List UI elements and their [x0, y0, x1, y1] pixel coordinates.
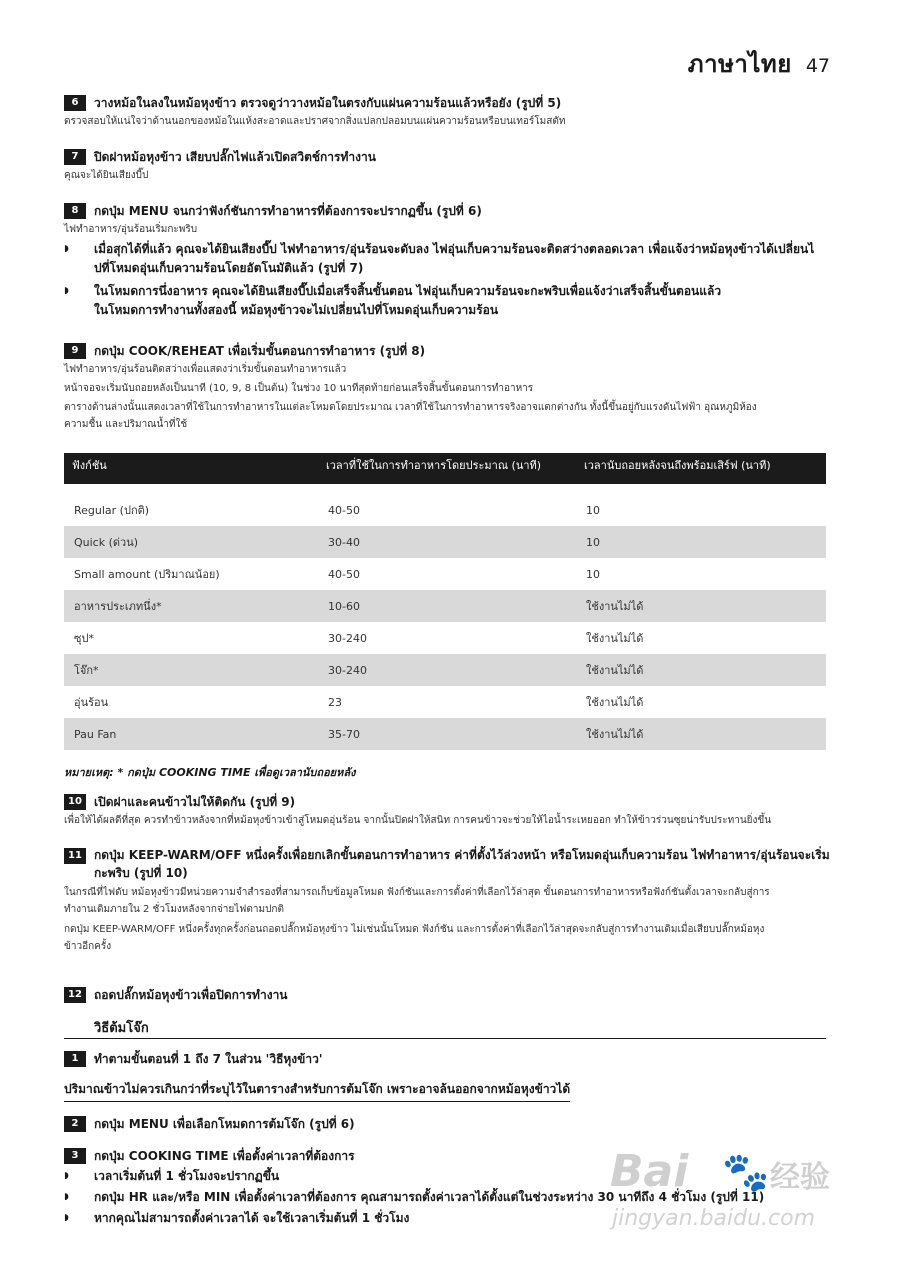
porridge-step-1	[64, 1049, 840, 1069]
porridge-step-2	[64, 1114, 840, 1134]
bullet-item	[64, 240, 840, 278]
step-note: หน้าจอจะเริ่มนับถอยหลังเป็นนาที (10, 9, 8 เป็นต้น) ในช่วง 10 นาทีสุดท้ายก่อนเสร็จสิ้นขั้นตอนการทำอาหาร	[64, 383, 534, 394]
step-text-line: กดปุ่ม KEEP-WARM/OFF หนึ่งครั้งเพื่อยกเลิกขั้นตอนการทำอาหาร ค่าที่ตั้งไว้ล่วงหน้า หรือโหมดอุ่นเก็บความร้อน ไฟทำอาหาร/อุ่นร้อนจะเริ่ม	[94, 848, 830, 862]
step-10	[64, 792, 840, 829]
step-7	[64, 147, 840, 184]
bullet-icon: ◗	[64, 244, 69, 254]
table-cell: 10	[576, 526, 826, 558]
step-note: ไฟทำอาหาร/อุ่นร้อนเริ่มกะพริบ	[64, 224, 198, 235]
bullet-line: ปที่โหมดอุ่นเก็บความร้อนโดยอัตโนมัติแล้ว (รูปที่ 7)	[94, 261, 364, 275]
table-cell: อุ่นร้อน	[74, 696, 109, 709]
table-cell: ใช้งานไม่ได้	[576, 654, 826, 686]
section-heading: วิธีต้มโจ๊ก	[94, 1021, 149, 1036]
table-cell: อาหารประเภทนึ่ง*	[64, 590, 318, 622]
bullet-icon: ◗	[64, 1213, 69, 1223]
step-note: ในกรณีที่ไฟดับ หม้อหุงข้าวมีหน่วยความจำสำรองที่สามารถเก็บข้อมูลโหมด ฟังก์ชันและการตั้งค่าที่เลือกไว้ล่าสุด ขั้นตอนการทำอาหารหรือฟังก์ชันตั้งเวลาจะกลับสู่การ	[64, 887, 770, 898]
step-note: ข้าวอีกครั้ง	[64, 941, 112, 952]
step-text: ทำตามขั้นตอนที่ 1 ถึง 7 ในส่วน 'วิธีหุงข้าว'	[94, 1051, 323, 1066]
step-text-line: กะพริบ (รูปที่ 10)	[94, 866, 188, 880]
table-cell: โจ๊ก*	[64, 654, 318, 686]
table-cell: 40-50	[328, 503, 360, 517]
table-cell: 30-240	[328, 631, 367, 645]
table-cell: ซุป*	[74, 632, 94, 645]
step-number: 3	[64, 1148, 86, 1164]
column-header: เวลานับถอยหลังจนถึงพร้อมเสิร์ฟ (นาที)	[576, 453, 826, 484]
watermark-logo: Bai	[610, 1146, 689, 1197]
table-row	[64, 622, 826, 654]
step-text: วางหม้อในลงในหม้อหุงข้าว ตรวจดูว่าวางหม้อในตรงกับแผ่นความร้อนแล้วหรือยัง (รูปที่ 5)	[94, 95, 562, 110]
table-row	[64, 718, 826, 750]
bullet-item	[64, 282, 840, 320]
table-cell: 40-50	[328, 567, 360, 581]
language-title: ภาษาไทย	[687, 50, 792, 78]
step-text: ถอดปลั๊กหม้อหุงข้าวเพื่อปิดการทำงาน	[94, 987, 288, 1002]
table-cell: ใช้งานไม่ได้	[576, 590, 826, 622]
step-11	[64, 846, 840, 955]
table-cell: 10	[586, 503, 600, 517]
step-note: ทำงานเดิมภายใน 2 ชั่วโมงหลังจากจ่ายไฟตามปกติ	[64, 904, 284, 915]
bullet-icon: ◗	[64, 1171, 69, 1181]
step-number: 6	[64, 95, 86, 111]
baidu-watermark	[600, 1146, 850, 1246]
bullet-line: หากคุณไม่สามารถตั้งค่าเวลาได้ จะใช้เวลาเริ่มต้นที่ 1 ชั่วโมง	[94, 1211, 410, 1225]
step-number: 1	[64, 1051, 86, 1067]
bullet-line: กดปุ่ม HR และ/หรือ MIN เพื่อตั้งค่าเวลาที่ต้องการ คุณสามารถตั้งค่าเวลาได้ตั้งแต่ในช่วงระหว่าง 30 นาทีถึง 4 ชั่วโมง (รูปที่ 11)	[94, 1190, 765, 1204]
step-number: 2	[64, 1116, 86, 1132]
watermark-logo-cn: 经验	[770, 1160, 830, 1195]
table-cell: 23	[328, 695, 342, 709]
step-note: ความชื้น และปริมาณน้ำที่ใช้	[64, 419, 188, 430]
table-cell: 30-40	[318, 526, 576, 558]
table-header-row	[64, 453, 826, 484]
step-text: กดปุ่ม MENU จนกว่าฟังก์ชันการทำอาหารที่ต้องการจะปรากฏขึ้น (รูปที่ 6)	[94, 203, 482, 218]
paw-icon: 🐾	[722, 1150, 770, 1194]
bullet-line: เมื่อสุกได้ที่แล้ว คุณจะได้ยินเสียงบี๊ป ไฟทำอาหาร/อุ่นร้อนจะดับลง ไฟอุ่นเก็บความร้อนจะติดสว่างตลอดเวลา เพื่อแจ้งว่าหม้อหุงข้าวได้เปลี่ยนไ	[94, 242, 815, 256]
watermark-url: jingyan.baidu.com	[612, 1206, 816, 1231]
step-text	[94, 846, 830, 882]
table-cell: 10-60	[318, 590, 576, 622]
table-row	[64, 590, 826, 622]
table-row	[64, 526, 826, 558]
step-note: ไฟทำอาหาร/อุ่นร้อนติดสว่างเพื่อแสดงว่าเริ่มขั้นตอนทำอาหารแล้ว	[64, 364, 347, 375]
page-number: 47	[805, 55, 830, 77]
table-row	[64, 686, 826, 718]
table-cell: Quick (ด่วน)	[64, 526, 318, 558]
bullet-icon: ◗	[64, 286, 69, 296]
bullet-line: ในโหมดการทำงานทั้งสองนี้ หม้อหุงข้าวจะไม่เปลี่ยนไปที่โหมดอุ่นเก็บความร้อน	[94, 303, 499, 317]
step-8	[64, 201, 840, 320]
step-9	[64, 341, 840, 433]
step-number: 11	[64, 848, 86, 864]
step-6	[64, 93, 840, 130]
table-spacer	[64, 484, 826, 494]
step-12	[64, 985, 840, 1005]
step-text: กดปุ่ม MENU เพื่อเลือกโหมดการต้มโจ๊ก (รูปที่ 6)	[94, 1116, 355, 1131]
bullet-line: ในโหมดการนึ่งอาหาร คุณจะได้ยินเสียงบี๊ปเมื่อเสร็จสิ้นขั้นตอน ไฟอุ่นเก็บความร้อนจะกะพริบเพื่อแจ้งว่าเสร็จสิ้นขั้นตอนแล้ว	[94, 284, 722, 298]
table-cell: ใช้งานไม่ได้	[576, 718, 826, 750]
column-header: ฟังก์ชัน	[64, 453, 318, 484]
step-text: กดปุ่ม COOK/REHEAT เพื่อเริ่มขั้นตอนการทำอาหาร (รูปที่ 8)	[94, 343, 426, 358]
table-cell: 10	[586, 567, 600, 581]
table-cell: 30-240	[318, 654, 576, 686]
table-cell: Regular (ปกติ)	[74, 504, 150, 517]
bullet-icon: ◗	[64, 1192, 69, 1202]
cooking-time-table	[64, 453, 826, 750]
step-text: ปิดฝาหม้อหุงข้าว เสียบปลั๊กไฟแล้วเปิดสวิตช์การทำงาน	[94, 149, 376, 164]
step-number: 7	[64, 149, 86, 165]
step-note: เพื่อให้ได้ผลดีที่สุด ควรทำข้าวหลังจากที่หม้อหุงข้าวเข้าสู่โหมดอุ่นร้อน จากนั้นปิดฝาให้สนิท การคนข้าวจะช่วยให้ไอน้ำระเหยออก ทำให้ข้าวร่วนซุยน่ารับประทานยิ่งขึ้น	[64, 815, 772, 826]
step-text: เปิดฝาและคนข้าวไม่ให้ติดกัน (รูปที่ 9)	[94, 794, 296, 809]
table-cell: Pau Fan	[64, 718, 318, 750]
column-header: เวลาที่ใช้ในการทำอาหารโดยประมาณ (นาที)	[318, 453, 576, 484]
step-note: ตรวจสอบให้แน่ใจว่าด้านนอกของหม้อในแห้งสะอาดและปราศจากสิ่งแปลกปลอมบนแผ่นความร้อนหรือบนเทอร์โมสตัท	[64, 116, 566, 127]
section-divider	[64, 1038, 826, 1039]
step-number: 10	[64, 794, 86, 810]
table-cell: Small amount (ปริมาณน้อย)	[74, 568, 220, 581]
step-note: ตารางด้านล่างนั้นแสดงเวลาที่ใช้ในการทำอาหารในแต่ละโหมดโดยประมาณ เวลาที่ใช้ในการทำอาหารจริงอาจแตกต่างกัน ทั้งนี้ขึ้นอยู่กับแรงดันไฟฟ้า อุณหภูมิห้อง	[64, 402, 757, 413]
table-cell: 35-70	[318, 718, 576, 750]
step-number: 12	[64, 987, 86, 1003]
step-text: กดปุ่ม COOKING TIME เพื่อตั้งค่าเวลาที่ต้องการ	[94, 1148, 355, 1163]
overflow-warning: ปริมาณข้าวไม่ควรเกินกว่าที่ระบุไว้ในตารางสำหรับการต้มโจ๊ก เพราะอาจล้นออกจากหม้อหุงข้าวได้	[64, 1080, 570, 1102]
page-header	[688, 44, 830, 83]
bullet-line: เวลาเริ่มต้นที่ 1 ชั่วโมงจะปรากฏขึ้น	[94, 1169, 280, 1183]
table-row	[64, 494, 826, 526]
table-cell: ใช้งานไม่ได้	[586, 632, 644, 645]
step-note: คุณจะได้ยินเสียงบี๊ป	[64, 170, 149, 181]
table-row	[64, 654, 826, 686]
table-row	[64, 558, 826, 590]
table-cell: ใช้งานไม่ได้	[586, 696, 644, 709]
table-footnote: หมายเหตุ: * กดปุ่ม COOKING TIME เพื่อดูเวลานับถอยหลัง	[64, 766, 356, 779]
step-note: กดปุ่ม KEEP-WARM/OFF หนึ่งครั้งทุกครั้งก่อนถอดปลั๊กหม้อหุงข้าว ไม่เช่นนั้นโหมด ฟังก์ชัน และการตั้งค่าที่เลือกไว้ล่าสุดจะกลับสู่การทำงานเดิมเมื่อเสียบปลั๊กหม้อหุง	[64, 924, 765, 935]
step-number: 9	[64, 343, 86, 359]
step-number: 8	[64, 203, 86, 219]
